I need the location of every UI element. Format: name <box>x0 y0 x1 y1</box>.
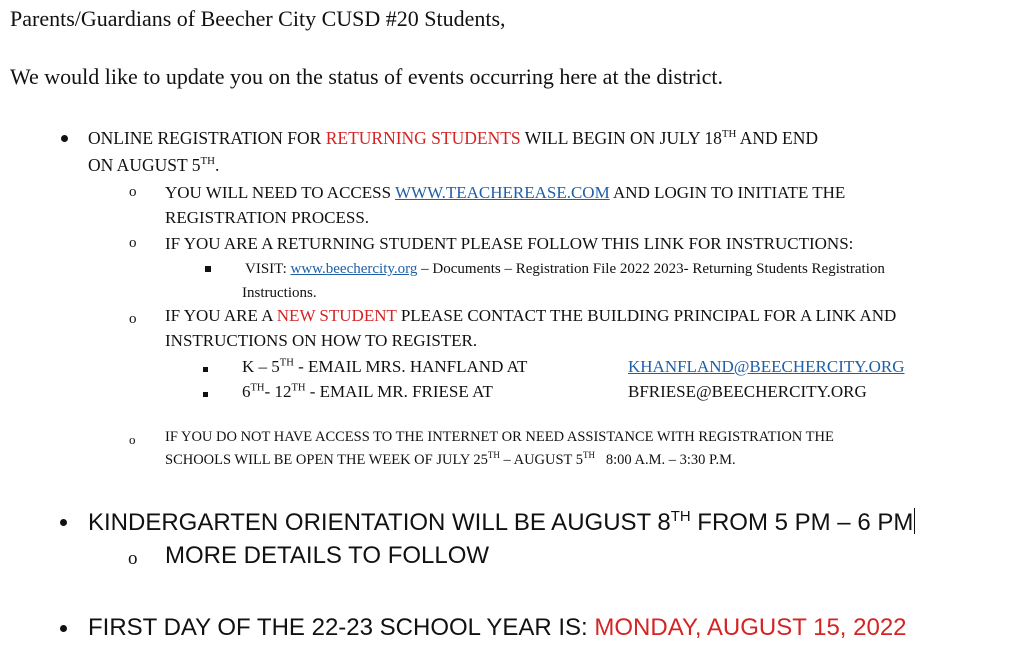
superscript: TH <box>670 509 691 525</box>
new-student-highlight: NEW STUDENT <box>276 306 397 325</box>
open-week-text: SCHOOLS WILL BE OPEN THE WEEK OF JULY 25 <box>165 452 488 468</box>
registration-line-2 <box>88 155 219 176</box>
period: . <box>214 155 220 175</box>
khanfland-email-link[interactable]: KHANFLAND@BEECHERCITY.ORG <box>628 357 905 376</box>
teacherease-line-1 <box>165 183 845 203</box>
registration-text: ONLINE REGISTRATION FOR <box>88 128 326 148</box>
bullet-dot-icon <box>61 135 68 142</box>
more-details: MORE DETAILS TO FOLLOW <box>165 542 490 569</box>
teacherease-line-2: REGISTRATION PROCESS. <box>165 208 370 227</box>
k5-email-label: - EMAIL MRS. HANFLAND AT <box>293 357 528 376</box>
kindergarten-orientation <box>88 508 915 537</box>
new-student-line-2: INSTRUCTIONS ON HOW TO REGISTER. <box>165 331 478 350</box>
new-student-line-1 <box>165 306 896 326</box>
first-day-date: MONDAY, AUGUST 15, 2022 <box>594 614 907 641</box>
no-internet-line-1: IF YOU DO NOT HAVE ACCESS TO THE INTERNET OR NEED ASSISTANCE WITH REGISTRATION THE <box>165 429 834 445</box>
superscript: TH <box>583 450 596 461</box>
square-bullet-icon <box>203 392 208 397</box>
august-date-text: – AUGUST 5 <box>499 452 584 468</box>
kindergarten-time: FROM 5 PM – 6 PM <box>690 509 914 536</box>
login-text: AND LOGIN TO INITIATE THE <box>609 183 846 202</box>
beechercity-link[interactable]: www.beechercity.org <box>290 261 418 277</box>
documents-path-text: – Documents – Registration File 2022 2023- Returning Students Registration <box>417 261 885 277</box>
k5-contact <box>242 357 527 377</box>
registration-date-text: WILL BEGIN ON JULY 18 <box>520 128 722 148</box>
kindergarten-text: KINDERGARTEN ORIENTATION WILL BE AUGUST 8 <box>88 509 671 536</box>
circle-bullet-icon: o <box>128 548 138 569</box>
registration-end-text: AND END <box>736 128 819 148</box>
contact-principal-text: PLEASE CONTACT THE BUILDING PRINCIPAL FOR A LINK AND <box>396 306 897 325</box>
returning-students-highlight: RETURNING STUDENTS <box>325 128 521 148</box>
superscript: TH <box>721 128 737 141</box>
bfriese-email: BFRIESE@BEECHERCITY.ORG <box>628 382 867 401</box>
registration-end-date: ON AUGUST 5 <box>88 155 201 175</box>
returning-student-instructions: IF YOU ARE A RETURNING STUDENT PLEASE FOLLOW THIS LINK FOR INSTRUCTIONS: <box>165 234 854 253</box>
k5-grade-label: K – 5 <box>242 357 280 376</box>
superscript: TH <box>487 450 500 461</box>
visit-label: VISIT: <box>245 261 291 277</box>
visit-line-2: Instructions. <box>242 285 317 301</box>
greeting-text: Parents/Guardians of Beecher City CUSD #20 Students, <box>10 6 506 31</box>
g612-contact <box>242 382 493 402</box>
access-text: YOU WILL NEED TO ACCESS <box>165 183 395 202</box>
first-day-text: FIRST DAY OF THE 22-23 SCHOOL YEAR IS: <box>88 614 595 641</box>
g612-email-label: - EMAIL MR. FRIESE AT <box>305 382 493 401</box>
circle-bullet-icon: o <box>129 432 136 447</box>
circle-bullet-icon: o <box>129 311 137 327</box>
registration-line-1 <box>88 128 818 149</box>
bullet-dot-icon <box>60 625 67 632</box>
superscript: TH <box>279 357 294 369</box>
g612-grade-end: - 12 <box>264 382 292 401</box>
superscript: TH <box>200 155 215 168</box>
bullet-dot-icon <box>60 519 67 526</box>
intro-text: We would like to update you on the status of events occurring here at the district. <box>10 64 724 89</box>
square-bullet-icon <box>203 367 208 372</box>
superscript: TH <box>250 382 265 394</box>
circle-bullet-icon: o <box>129 235 137 251</box>
open-hours-text: 8:00 A.M. – 3:30 P.M. <box>595 452 736 468</box>
square-bullet-icon <box>205 266 211 272</box>
superscript: TH <box>291 382 306 394</box>
visit-line-1 <box>245 261 885 278</box>
first-day <box>88 614 907 642</box>
new-student-prefix: IF YOU ARE A <box>165 306 277 325</box>
text-cursor <box>914 508 915 534</box>
g612-grade-start: 6 <box>242 382 251 401</box>
circle-bullet-icon: o <box>129 184 137 200</box>
teacherease-link[interactable]: WWW.TEACHEREASE.COM <box>395 183 610 202</box>
no-internet-line-2 <box>165 452 736 469</box>
